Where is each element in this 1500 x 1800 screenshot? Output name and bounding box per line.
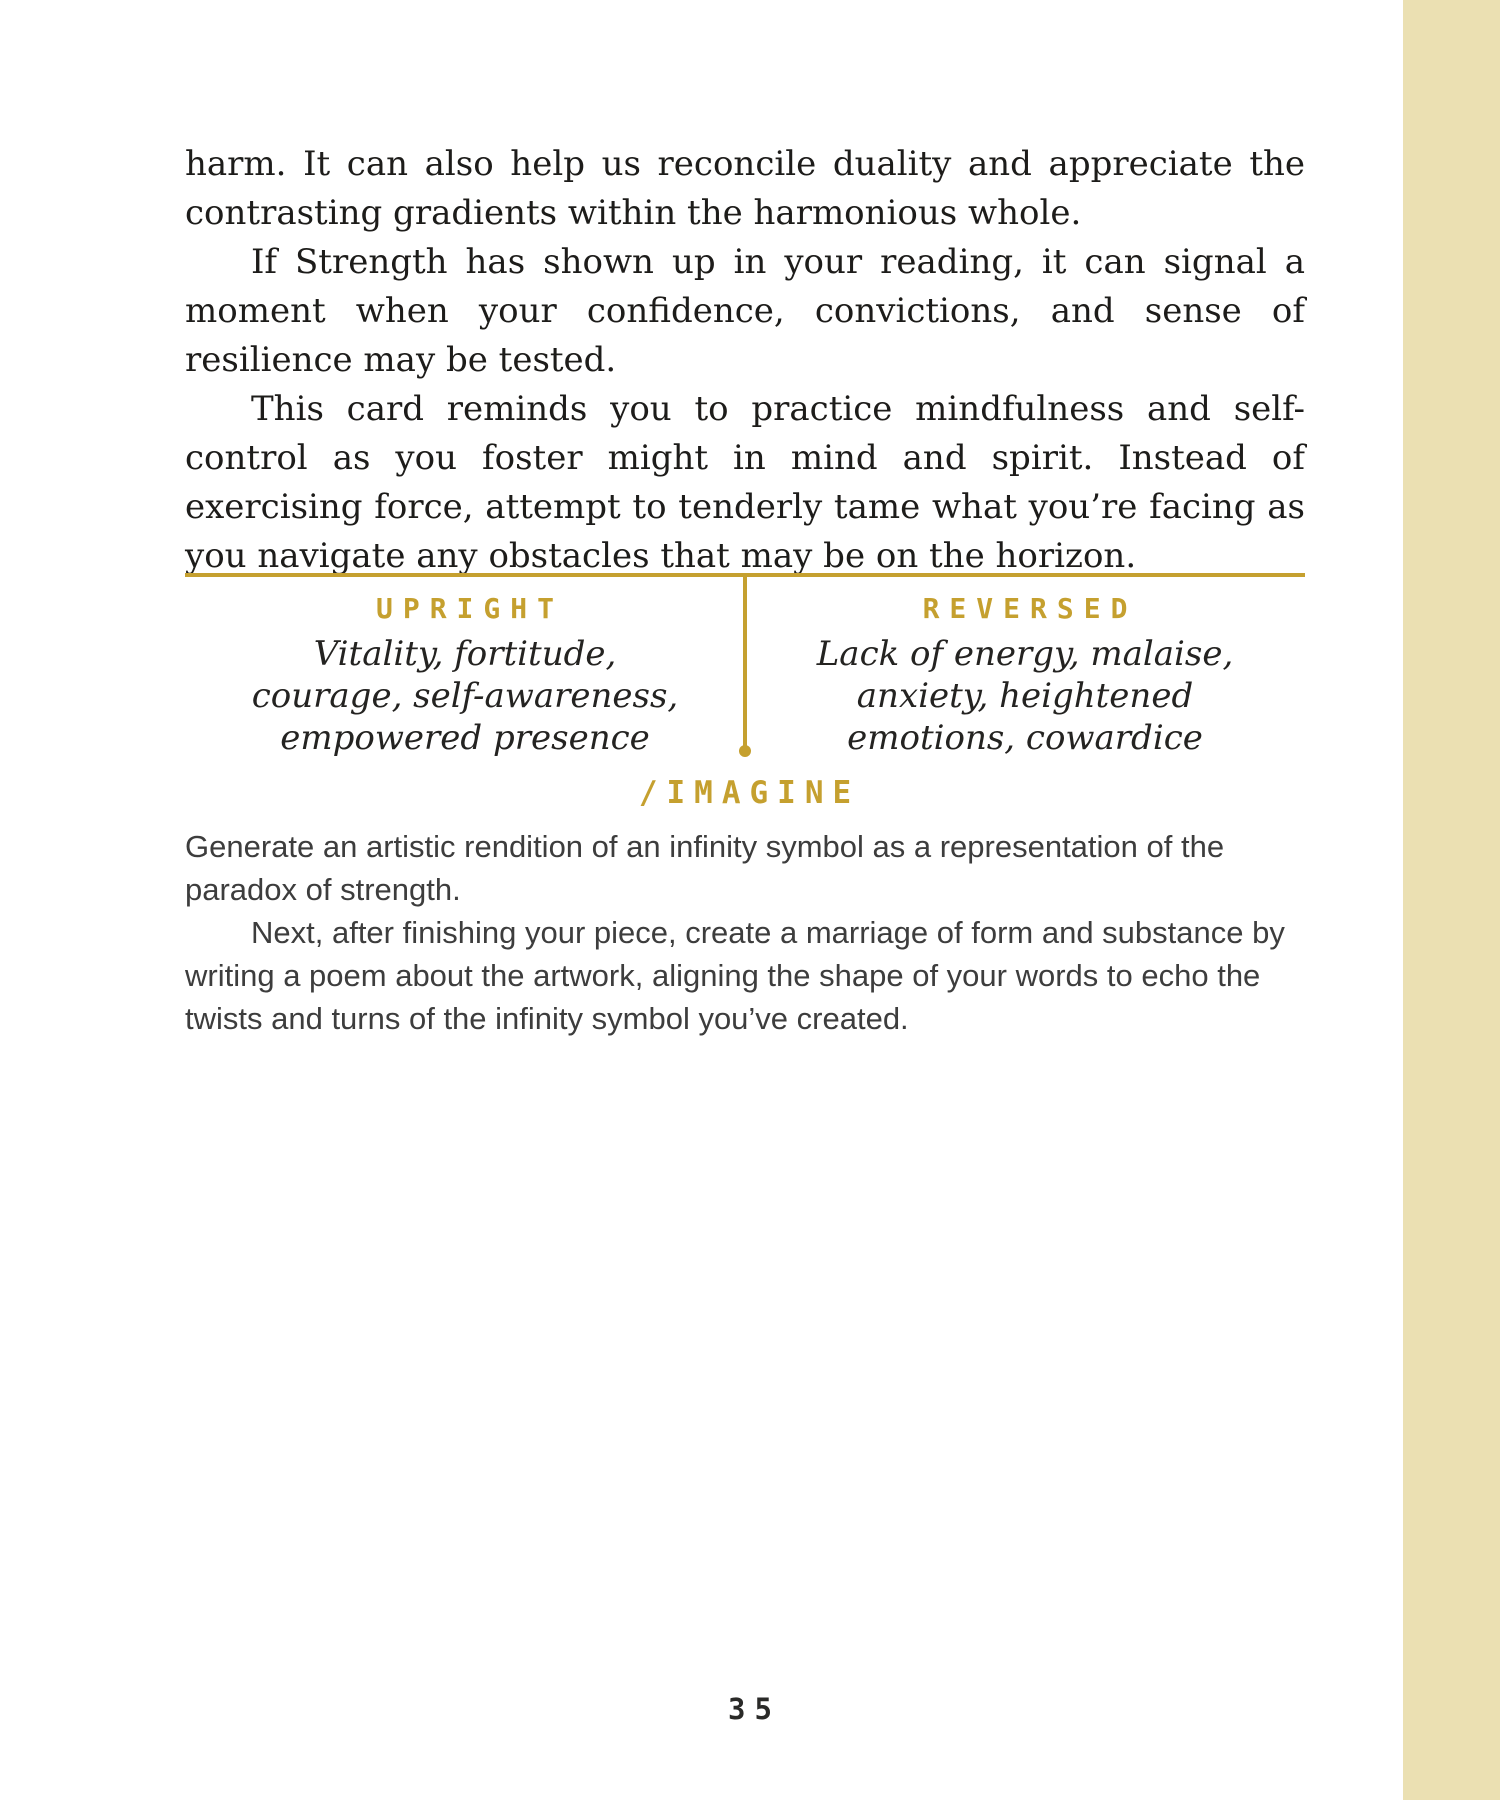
reversed-column [745, 577, 1305, 759]
card-description [185, 140, 1305, 581]
imagine-paragraph-generate: Generate an artistic rendition of an infinity symbol as a representation of the paradox of strength. [185, 829, 1225, 907]
imagine-heading: /IMAGINE [638, 775, 861, 811]
reversed-keywords: Lack of energy, malaise, anxiety, heightened emotions, cowardice [816, 634, 1234, 758]
paragraph-harm: harm. It can also help us reconcile duality and appreciate the contrasting gradients within the harmonious whole. [185, 144, 1305, 233]
page-number: 35 [728, 1692, 781, 1726]
upright-column [185, 577, 745, 759]
reversed-heading: REVERSED [922, 592, 1138, 625]
imagine-section [185, 775, 1305, 1040]
upright-keywords: Vitality, fortitude, courage, self-awareness, empowered presence [251, 634, 679, 758]
divider-end-dot [739, 745, 751, 757]
column-divider-rule [743, 577, 747, 749]
upright-heading: UPRIGHT [375, 592, 564, 625]
imagine-prompt [185, 825, 1305, 1040]
meanings-section [185, 573, 1305, 759]
imagine-paragraph-next: Next, after finishing your piece, create a marriage of form and substance by writing a poem about the artwork, aligning the shape of your words to echo the twists and turns of the infinity symbol you’ve created. [185, 915, 1285, 1036]
paragraph-reading: If Strength has shown up in your reading, it can signal a moment when your confidence, convictions, and sense of resilience may be tested. [185, 242, 1305, 380]
page-edge-stripe [1403, 0, 1500, 1800]
paragraph-mindfulness: This card reminds you to practice mindfulness and self-control as you foster might in mind and spirit. Instead of exercising force, attempt to tenderly tame what you’re facing as you navigate any obstacles that may be on the horizon. [185, 389, 1305, 576]
